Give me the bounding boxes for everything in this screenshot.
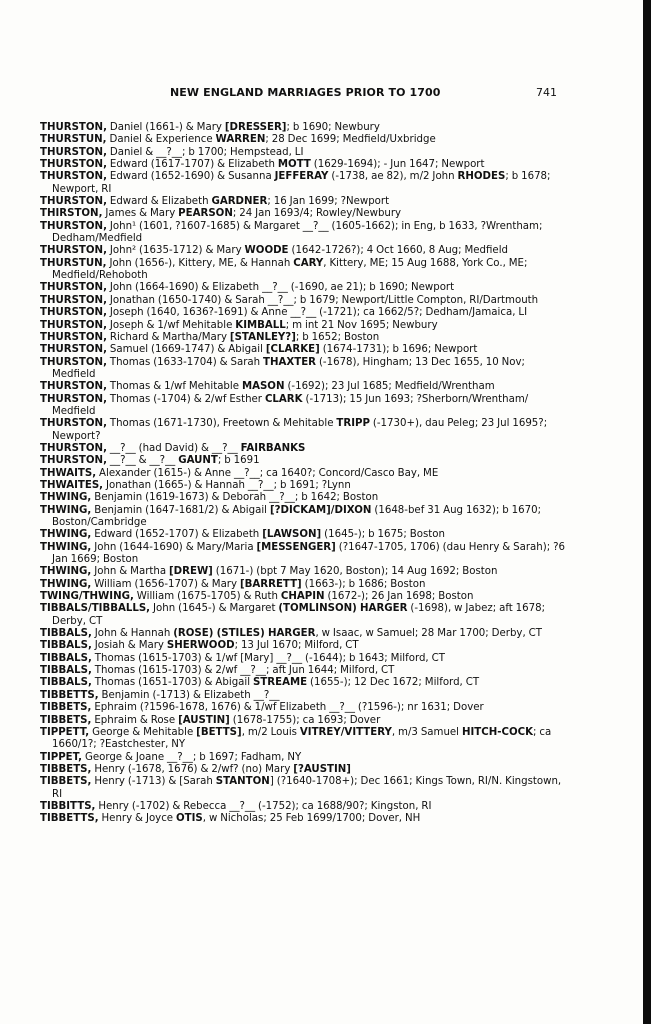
- entry-surname: VITREY/VITTERY: [299, 726, 392, 738]
- marriage-entry: [40, 813, 565, 825]
- marriage-entry: [40, 455, 565, 467]
- entry-surname: THWING,: [40, 541, 92, 553]
- entry-text: Josiah & Mary: [91, 640, 167, 652]
- marriage-entry: [40, 480, 565, 492]
- entry-surname: THURSTON,: [40, 393, 107, 405]
- entry-text: , w Nicholas; 25 Feb 1699/1700; Dover, NH: [202, 813, 421, 825]
- marriage-entry: [40, 752, 565, 764]
- entry-surname: OTIS: [176, 813, 203, 825]
- entry-text: Thomas (1615-1703) & 2/wf __?__; aft Jun 1644; Milford, CT: [91, 665, 395, 677]
- entry-text: John (1645-) & Margaret: [150, 603, 279, 615]
- entry-text: Henry (-1702) & Rebecca __?__ (-1752); ca 1688/90?; Kingston, RI: [95, 800, 432, 812]
- entry-text: Joseph (1640, 1636?-1691) & Anne __?__ (-1721); ca 1662/5?; Dedham/Jamaica, LI: [106, 307, 528, 319]
- entry-text: James & Mary: [102, 208, 179, 220]
- entry-text: Thomas (1671-1730), Freetown & Mehitable: [106, 418, 337, 430]
- entry-surname: THWAITES,: [40, 479, 104, 491]
- entry-surname: TIBBETTS,: [40, 813, 99, 825]
- entry-surname: STREAME: [253, 677, 308, 689]
- entry-surname: CHAPIN: [280, 591, 325, 603]
- entry-surname: TIBBETS,: [40, 776, 92, 788]
- marriage-entry: [40, 258, 565, 283]
- page-title: NEW ENGLAND MARRIAGES PRIOR TO 1700: [170, 86, 441, 99]
- entry-surname: TIBBALS,: [40, 652, 92, 664]
- entry-surname: THURSTON,: [40, 381, 107, 393]
- marriage-entry: [40, 492, 565, 504]
- entry-surname: THURSTON,: [40, 146, 107, 158]
- marriage-entry: [40, 282, 565, 294]
- marriage-entry: [40, 542, 565, 567]
- entry-text: William (1675-1705) & Ruth: [133, 591, 281, 603]
- marriage-entry: [40, 381, 565, 393]
- entry-text: (1648-bef 31 Aug 1632); b 1670; Boston/Cambridge: [52, 504, 541, 528]
- entry-surname: THURSTON,: [40, 442, 107, 454]
- entry-surname: [LAWSON]: [262, 529, 322, 541]
- entry-text: Richard & Martha/Mary: [106, 331, 230, 343]
- entry-text: Benjamin (1647-1681/2) & Abigail: [91, 504, 270, 516]
- entry-surname: THURSTON,: [40, 159, 107, 171]
- marriage-entry: [40, 332, 565, 344]
- entry-surname: [?AUSTIN]: [293, 763, 351, 775]
- marriage-entry: [40, 579, 565, 591]
- entry-text: __?__ & __?__: [106, 455, 179, 467]
- marriage-entry: [40, 591, 565, 603]
- entry-text: Thomas (1651-1703) & Abigail: [91, 677, 253, 689]
- entry-surname: FAIRBANKS: [240, 442, 306, 454]
- entry-text: Benjamin (1619-1673) & Deborah __?__; b 1642; Boston: [91, 492, 379, 504]
- entry-text: Thomas & 1/wf Mehitable: [106, 381, 242, 393]
- entry-surname: THIRSTON,: [40, 208, 103, 220]
- marriage-entry: [40, 603, 565, 628]
- entry-text: John (1644-1690) & Mary/Maria: [91, 541, 257, 553]
- marriage-entry: [40, 159, 565, 171]
- entry-surname: TIBBALS,: [40, 677, 92, 689]
- marriage-entry: [40, 344, 565, 356]
- entry-surname: TIBBITTS,: [40, 800, 96, 812]
- entry-text: Daniel (1661-) & Mary: [106, 122, 225, 133]
- entry-text: ; b 1652; Boston: [295, 331, 380, 343]
- entry-surname: THWING,: [40, 492, 92, 504]
- entry-surname: THAXTER: [263, 356, 317, 368]
- entry-text: ] (?1640-1708+); Dec 1661; Kings Town, RI/N. Kingstown, RI: [52, 776, 562, 800]
- entry-surname: THURSTON,: [40, 245, 107, 257]
- entry-surname: (ROSE) (STILES) HARGER: [173, 628, 316, 640]
- entry-surname: KIMBALL: [235, 319, 286, 331]
- entry-text: (1629-1694); - Jun 1647; Newport: [310, 159, 485, 171]
- entry-text: (-1692); 23 Jul 1685; Medfield/Wrentham: [284, 381, 495, 393]
- entry-surname: TRIPP: [336, 418, 370, 430]
- entry-surname: CLARK: [264, 393, 303, 405]
- entry-surname: THURSTON,: [40, 196, 107, 208]
- entry-text: (-1713); 15 Jun 1693; ?Sherborn/Wrentham/ Medfield: [52, 393, 529, 417]
- entry-surname: (TOMLINSON) HARGER: [278, 603, 408, 615]
- entry-text: Joseph & 1/wf Mehitable: [106, 319, 236, 331]
- page-header: [40, 86, 565, 102]
- entry-text: Henry (-1678, 1676) & 2/wf? (no) Mary: [91, 763, 294, 775]
- entry-surname: THURSTON,: [40, 356, 107, 368]
- entry-surname: WARREN: [215, 134, 266, 146]
- entry-text: ; ca 1660/1?; ?Eastchester, NY: [52, 726, 552, 751]
- entry-surname: CARY: [293, 257, 324, 269]
- entry-surname: THURSTON,: [40, 344, 107, 356]
- entry-surname: GAUNT: [178, 455, 218, 467]
- entry-surname: [?DICKAM]/DIXON: [269, 504, 372, 516]
- entry-surname: [MESSENGER]: [256, 541, 336, 553]
- entry-text: , w Isaac, w Samuel; 28 Mar 1700; Derby, CT: [315, 628, 542, 640]
- entry-surname: JEFFERAY: [274, 171, 329, 183]
- entry-surname: THURSTON,: [40, 319, 107, 331]
- entry-text: John (1656-), Kittery, ME, & Hannah: [106, 257, 294, 269]
- entry-surname: TIBBETS,: [40, 763, 92, 775]
- entry-surname: THWAITS,: [40, 467, 97, 479]
- entry-surname: THURSTON,: [40, 418, 107, 430]
- marriage-entry: [40, 171, 565, 196]
- entry-surname: GARDNER: [211, 196, 268, 208]
- entry-surname: THURSTON,: [40, 171, 107, 183]
- entry-text: (-1738, ae 82), m/2 John: [328, 171, 458, 183]
- entry-text: Thomas (1615-1703) & 1/wf [Mary] __?__ (-1644); b 1643; Milford, CT: [91, 652, 445, 664]
- entry-text: ; 16 Jan 1699; ?Newport: [267, 196, 390, 208]
- marriage-entry: [40, 295, 565, 307]
- entry-text: William (1656-1707) & Mary: [91, 578, 240, 590]
- page-number: 741: [536, 86, 557, 99]
- entry-text: George & Mehitable: [89, 726, 197, 738]
- entry-text: ; b 1678; Newport, RI: [52, 171, 551, 195]
- entry-text: Jonathan (1650-1740) & Sarah __?__; b 1679; Newport/Little Compton, RI/Dartmouth: [106, 294, 539, 306]
- marriage-entry: [40, 122, 565, 134]
- entry-text: (-1730+), dau Peleg; 23 Jul 1695?; Newport?: [52, 418, 548, 442]
- entry-surname: [BETTS]: [196, 726, 242, 738]
- entry-text: , m/2 Louis: [241, 726, 300, 738]
- marriage-entry: [40, 418, 565, 443]
- entry-text: John² (1635-1712) & Mary: [106, 245, 245, 257]
- entry-text: Henry & Joyce: [98, 813, 177, 825]
- marriage-entry: [40, 443, 565, 455]
- entry-surname: THWING,: [40, 504, 92, 516]
- entry-text: , m/3 Samuel: [391, 726, 462, 738]
- marriage-entry: [40, 245, 565, 257]
- entry-surname: TIPPETT,: [40, 726, 90, 738]
- entry-text: Jonathan (1665-) & Hannah __?__; b 1691; ?Lynn: [103, 479, 351, 491]
- entry-text: Edward (1652-1707) & Elizabeth: [91, 529, 263, 541]
- marriage-entry: [40, 307, 565, 319]
- scan-edge: [643, 0, 651, 1024]
- entry-surname: MASON: [241, 381, 285, 393]
- entry-surname: THURSTON,: [40, 307, 107, 319]
- entry-text: Daniel & __?__; b 1700; Hempstead, LI: [106, 146, 304, 158]
- entry-surname: STANTON: [215, 776, 270, 788]
- entry-surname: [DRESSER]: [224, 122, 287, 133]
- entry-text: (1663-); b 1686; Boston: [301, 578, 426, 590]
- entry-surname: TIBBETS,: [40, 714, 92, 726]
- marriage-entry: [40, 702, 565, 714]
- entry-text: Samuel (1669-1747) & Abigail: [106, 344, 266, 356]
- marriage-entry: [40, 764, 565, 776]
- entry-text: George & Joane __?__; b 1697; Fadham, NY: [82, 751, 302, 763]
- entry-text: John¹ (1601, ?1607-1685) & Margaret __?__ (1605-1662); in Eng, b 1633, ?Wrentham; Dedham/Medfield: [52, 220, 543, 245]
- entry-surname: WOODE: [244, 245, 289, 257]
- entry-surname: TIBBETTS,: [40, 689, 99, 701]
- entry-surname: [STANLEY?]: [229, 331, 296, 343]
- entry-surname: THURSTON,: [40, 455, 107, 467]
- entry-surname: TIPPET,: [40, 751, 82, 763]
- entry-text: John (1664-1690) & Elizabeth __?__ (-1690, ae 21); b 1690; Newport: [106, 282, 455, 294]
- marriage-entry: [40, 566, 565, 578]
- entry-text: Henry (-1713) & [Sarah: [91, 776, 216, 788]
- entry-text: Edward (1652-1690) & Susanna: [106, 171, 275, 183]
- marriage-entry: [40, 727, 565, 752]
- marriage-entry: [40, 196, 565, 208]
- entry-text: Daniel & Experience: [106, 134, 216, 146]
- entry-text: Alexander (1615-) & Anne __?__; ca 1640?; Concord/Casco Bay, ME: [96, 467, 439, 479]
- entry-surname: TIBBALS,: [40, 665, 92, 677]
- entry-surname: TIBBALS,: [40, 628, 92, 640]
- marriage-entry: [40, 776, 565, 801]
- marriage-entry: [40, 134, 565, 146]
- marriage-entry: [40, 357, 565, 382]
- marriage-entry: [40, 677, 565, 689]
- entry-surname: THWING,: [40, 578, 92, 590]
- marriage-entry: [40, 715, 565, 727]
- entry-text: Thomas (-1704) & 2/wf Esther: [106, 393, 265, 405]
- marriage-entry: [40, 320, 565, 332]
- marriage-entries-list: [40, 122, 565, 826]
- marriage-entry: [40, 394, 565, 419]
- entry-surname: RHODES: [457, 171, 506, 183]
- entry-surname: [AUSTIN]: [178, 714, 230, 726]
- entry-surname: MOTT: [277, 159, 311, 171]
- entry-surname: THURSTON,: [40, 331, 107, 343]
- entry-text: (1672-); 26 Jan 1698; Boston: [324, 591, 474, 603]
- entry-text: Edward & Elizabeth: [106, 196, 212, 208]
- marriage-entry: [40, 628, 565, 640]
- entry-text: John & Hannah: [91, 628, 174, 640]
- entry-text: , Kittery, ME; 15 Aug 1688, York Co., ME; Medfield/Rehoboth: [52, 257, 528, 282]
- entry-text: ; b 1691: [217, 455, 260, 467]
- entry-text: ; 13 Jul 1670; Milford, CT: [234, 640, 359, 652]
- marriage-entry: [40, 640, 565, 652]
- entry-surname: TWING/THWING,: [40, 591, 134, 603]
- entry-text: (-1678), Hingham; 13 Dec 1655, 10 Nov; Medfield: [52, 356, 525, 380]
- entry-surname: THURSTUN,: [40, 257, 107, 269]
- marriage-entry: [40, 221, 565, 246]
- entry-text: __?__ (had David) & __?__: [106, 442, 241, 454]
- entry-surname: [CLARKE]: [265, 344, 320, 356]
- marriage-entry: [40, 208, 565, 220]
- marriage-entry: [40, 529, 565, 541]
- entry-surname: THWING,: [40, 566, 92, 578]
- entry-surname: THURSTON,: [40, 294, 107, 306]
- entry-surname: THURSTON,: [40, 282, 107, 294]
- entry-text: ; 28 Dec 1699; Medfield/Uxbridge: [265, 134, 436, 146]
- entry-text: (1645-); b 1675; Boston: [321, 529, 445, 541]
- entry-text: (-1698), w Jabez; aft 1678; Derby, CT: [52, 603, 546, 627]
- marriage-entry: [40, 147, 565, 159]
- entry-text: (1671-) (bpt 7 May 1620, Boston); 14 Aug 1692; Boston: [212, 566, 498, 578]
- entry-surname: PEARSON: [178, 208, 233, 220]
- entry-surname: [DREW]: [169, 566, 213, 578]
- entry-text: Ephraim & Rose: [91, 714, 179, 726]
- marriage-entry: [40, 665, 565, 677]
- entry-surname: THURSTON,: [40, 220, 107, 232]
- entry-text: (1655-); 12 Dec 1672; Milford, CT: [307, 677, 480, 689]
- entry-surname: HITCH-COCK: [461, 726, 533, 738]
- entry-surname: THURSTUN,: [40, 134, 107, 146]
- entry-text: ; b 1690; Newbury: [286, 122, 380, 133]
- entry-surname: [BARRETT]: [239, 578, 302, 590]
- marriage-entry: [40, 653, 565, 665]
- entry-surname: TIBBALS,: [40, 640, 92, 652]
- entry-text: Edward (1617-1707) & Elizabeth: [106, 159, 278, 171]
- entry-surname: THURSTON,: [40, 122, 107, 133]
- entry-text: Thomas (1633-1704) & Sarah: [106, 356, 264, 368]
- entry-text: (?1647-1705, 1706) (dau Henry & Sarah); ?6 Jan 1669; Boston: [52, 541, 565, 566]
- entry-surname: THWING,: [40, 529, 92, 541]
- entry-surname: TIBBETS,: [40, 702, 92, 714]
- entry-text: (1642-1726?); 4 Oct 1660, 8 Aug; Medfield: [288, 245, 508, 257]
- entry-surname: TIBBALS/TIBBALLS,: [40, 603, 151, 615]
- entry-surname: SHERWOOD: [166, 640, 235, 652]
- marriage-entry: [40, 468, 565, 480]
- marriage-entry: [40, 505, 565, 530]
- entry-text: ; m int 21 Nov 1695; Newbury: [285, 319, 438, 331]
- marriage-entry: [40, 690, 565, 702]
- marriage-entry: [40, 801, 565, 813]
- entry-text: Ephraim (?1596-1678, 1676) & 1/wf Elizabeth __?__ (?1596-); nr 1631; Dover: [91, 702, 484, 714]
- entry-text: ; 24 Jan 1693/4; Rowley/Newbury: [232, 208, 402, 220]
- entry-text: (1674-1731); b 1696; Newport: [319, 344, 478, 356]
- entry-text: John & Martha: [91, 566, 170, 578]
- entry-text: Benjamin (-1713) & Elizabeth __?__: [98, 689, 280, 701]
- entry-text: (1678-1755); ca 1693; Dover: [229, 714, 381, 726]
